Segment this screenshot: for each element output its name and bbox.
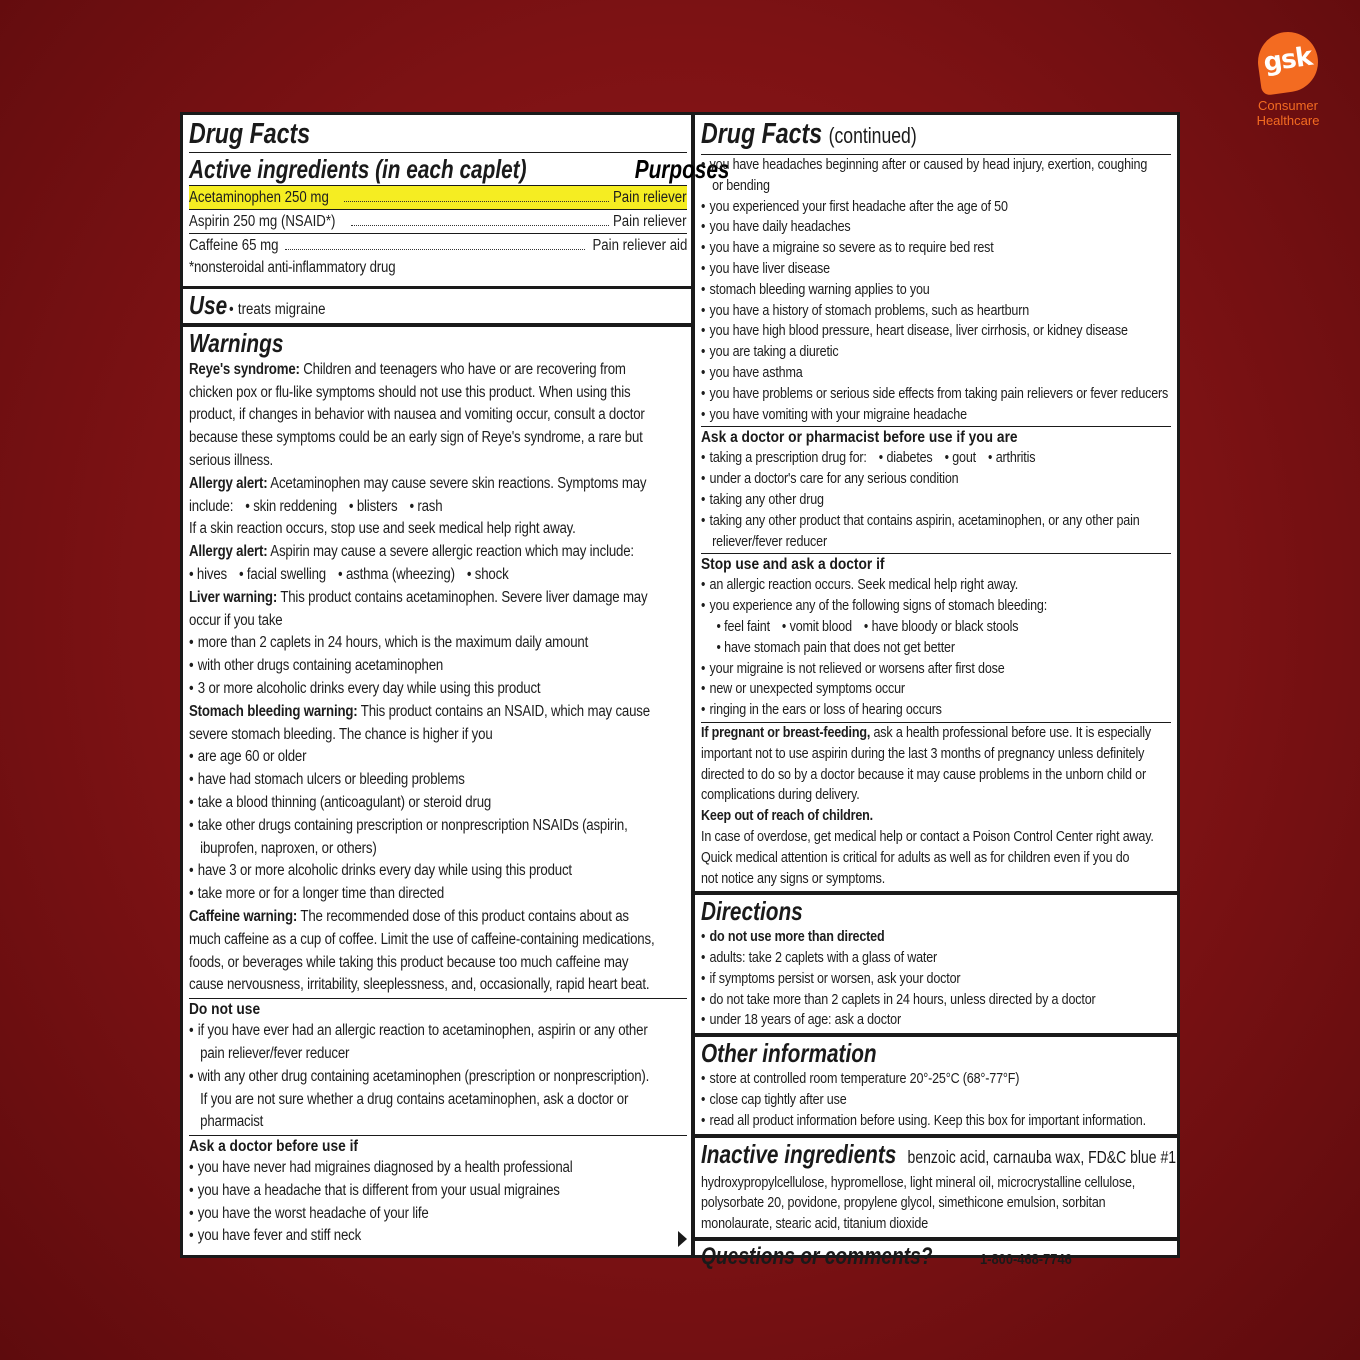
allergy-label: Allergy alert: bbox=[189, 543, 268, 561]
list-item-continuation: ibuprofen, naproxen, or others) bbox=[200, 839, 377, 857]
stomach-warning bbox=[189, 701, 687, 724]
list-item: • you have liver disease bbox=[701, 259, 1171, 280]
ingredient-purpose: Pain reliever aid bbox=[592, 237, 687, 254]
logo-line-healthcare: Healthcare bbox=[1256, 113, 1320, 128]
allergy-text: Aspirin may cause a severe allergic reaction which may include: bbox=[270, 543, 634, 561]
active-ingredients-header: Active ingredients (in each caplet) bbox=[189, 154, 527, 184]
list-item: • rash bbox=[409, 498, 442, 515]
keep-out-of-reach bbox=[701, 806, 1171, 827]
pregnancy-label: If pregnant or breast-feeding, bbox=[701, 724, 871, 741]
list-item: • have 3 or more alcoholic drinks every day while using this product bbox=[189, 860, 687, 883]
list-item: • you have a history of stomach problems, such as heartburn bbox=[701, 301, 1171, 322]
list-item: • with any other drug containing acetaminophen (prescription or nonprescription). bbox=[189, 1066, 687, 1089]
list-item: • more than 2 caplets in 24 hours, which is the maximum daily amount bbox=[189, 632, 687, 655]
use-text: • treats migraine bbox=[229, 301, 325, 319]
ingredient-row-aspirin bbox=[189, 209, 687, 233]
ingredient-purpose: Pain reliever bbox=[613, 189, 687, 206]
list-item: • under a doctor's care for any serious condition bbox=[701, 469, 1171, 490]
list-item: • skin reddening bbox=[245, 498, 337, 515]
list-item: • blisters bbox=[349, 498, 397, 515]
allergy-alert-skin bbox=[189, 473, 687, 496]
list-item-continuation: pain reliever/fever reducer bbox=[200, 1044, 350, 1062]
list-item-continuation: pharmacist bbox=[200, 1113, 264, 1131]
drug-facts-title: Drug Facts bbox=[701, 118, 823, 150]
list-item: • you have asthma bbox=[701, 363, 1171, 384]
list-item-text: taking a prescription drug for: bbox=[709, 450, 867, 467]
pregnancy-line: important not to use aspirin during the last 3 months of pregnancy unless definitely bbox=[701, 745, 1145, 762]
allergy-label: Allergy alert: bbox=[189, 474, 268, 492]
inactive-line: monolaurate, stearic acid, titanium dioxide bbox=[701, 1216, 929, 1233]
reye-line bbox=[189, 359, 687, 382]
ask-doctor-header: Ask a doctor before use if bbox=[189, 1138, 358, 1156]
list-item: • if symptoms persist or worsen, ask your doctor bbox=[701, 969, 1171, 990]
other-information-header: Other information bbox=[701, 1038, 877, 1069]
reye-line: because these symptoms could be an early sign of Reye's syndrome, a rare but bbox=[189, 429, 643, 447]
list-item: • you have a migraine so severe as to require bed rest bbox=[701, 238, 1171, 259]
gsk-logo-mark: gsk bbox=[1254, 28, 1322, 96]
pregnancy-warning bbox=[701, 723, 1171, 744]
list-item: • shock bbox=[467, 566, 509, 583]
drug-facts-title: Drug Facts bbox=[189, 118, 311, 150]
logo-line-consumer: Consumer bbox=[1258, 98, 1318, 113]
directions-bold: do not use more than directed bbox=[709, 929, 885, 946]
inactive-ingredients-row bbox=[701, 1138, 1180, 1173]
list-item: • under 18 years of age: ask a doctor bbox=[701, 1010, 1171, 1031]
overdose-line: not notice any signs or symptoms. bbox=[701, 870, 886, 887]
ask-pharmacist-header: Ask a doctor or pharmacist before use if you are bbox=[701, 429, 1018, 447]
list-item: • are age 60 or older bbox=[189, 746, 687, 769]
list-item: • read all product information before using. Keep this box for important information. bbox=[701, 1111, 1171, 1132]
pregnancy-line: directed to do so by a doctor because it may cause problems in the unborn child or bbox=[701, 766, 1146, 783]
list-item: • take other drugs containing prescription or nonprescription NSAIDs (aspirin, bbox=[189, 815, 687, 838]
stomach-line: severe stomach bleeding. The chance is higher if you bbox=[189, 725, 493, 743]
stomach-bleeding-signs bbox=[701, 638, 1187, 659]
inactive-first-line: benzoic acid, carnauba wax, FD&C blue #1, bbox=[907, 1146, 1180, 1167]
purposes-header: Purposes bbox=[634, 154, 730, 184]
ingredient-row-acetaminophen bbox=[189, 185, 687, 209]
list-item: • you have fever and stiff neck bbox=[189, 1225, 687, 1248]
list-item: • your migraine is not relieved or worsens after first dose bbox=[701, 659, 1171, 680]
liver-warning bbox=[189, 587, 687, 610]
do-not-use-header: Do not use bbox=[189, 1001, 261, 1019]
caffeine-warning bbox=[189, 906, 687, 929]
list-item bbox=[701, 927, 1171, 948]
stop-use-header: Stop use and ask a doctor if bbox=[701, 556, 885, 574]
list-item: • adults: take 2 caplets with a glass of water bbox=[701, 948, 1171, 969]
allergy-skin-after: If a skin reaction occurs, stop use and seek medical help right away. bbox=[189, 520, 576, 538]
inactive-line: hydroxypropylcellulose, hypromellose, light mineral oil, microcrystalline cellulose, bbox=[701, 1174, 1136, 1191]
caffeine-label: Caffeine warning: bbox=[189, 907, 298, 925]
allergy-aspirin-items bbox=[189, 564, 687, 587]
list-item: • diabetes bbox=[879, 450, 933, 466]
list-item: • taking any other product that contains aspirin, acetaminophen, or any other pain bbox=[701, 511, 1171, 532]
list-item: • you are taking a diuretic bbox=[701, 342, 1171, 363]
leader-dots bbox=[344, 201, 610, 202]
list-item: • have bloody or black stools bbox=[864, 619, 1018, 635]
list-item-continuation: reliever/fever reducer bbox=[712, 533, 827, 550]
list-item: • you have never had migraines diagnosed by a health professional bbox=[189, 1157, 687, 1180]
overdose-line: In case of overdose, get medical help or contact a Poison Control Center right away. bbox=[701, 828, 1154, 845]
list-item: • you have a headache that is different from your usual migraines bbox=[189, 1180, 687, 1203]
list-item: • do not take more than 2 caplets in 24 hours, unless directed by a doctor bbox=[701, 990, 1171, 1011]
ingredient-footnote: *nonsteroidal anti-inflammatory drug bbox=[189, 259, 396, 276]
list-item: • hives bbox=[189, 566, 227, 583]
list-item: • have had stomach ulcers or bleeding problems bbox=[189, 769, 687, 792]
continued-label: (continued) bbox=[828, 123, 917, 148]
warnings-header: Warnings bbox=[189, 327, 284, 358]
list-item: • you have high blood pressure, heart disease, liver cirrhosis, or kidney disease bbox=[701, 321, 1171, 342]
list-item: • close cap tightly after use bbox=[701, 1090, 1171, 1111]
list-item: • you have daily headaches bbox=[701, 217, 1171, 238]
leader-dots bbox=[285, 249, 585, 250]
list-item bbox=[701, 448, 1171, 469]
list-item: • you have the worst headache of your life bbox=[189, 1203, 687, 1226]
allergy-text: Acetaminophen may cause severe skin reactions. Symptoms may bbox=[270, 474, 647, 492]
list-item: • arthritis bbox=[988, 450, 1035, 466]
list-item: • you have problems or serious side effects from taking pain relievers or fever reducers bbox=[701, 384, 1171, 405]
list-item: • you have headaches beginning after or caused by head injury, exertion, coughing bbox=[701, 155, 1171, 176]
drug-facts-left-column bbox=[183, 115, 730, 1255]
list-item: • stomach bleeding warning applies to you bbox=[701, 280, 1171, 301]
liver-label: Liver warning: bbox=[189, 588, 278, 606]
questions-row bbox=[701, 1241, 1171, 1273]
list-item: • asthma (wheezing) bbox=[338, 566, 455, 583]
continue-arrow-icon bbox=[678, 1231, 687, 1247]
stomach-label: Stomach bleeding warning: bbox=[189, 702, 358, 720]
directions-header: Directions bbox=[701, 896, 803, 927]
list-item: • if you have ever had an allergic reaction to acetaminophen, aspirin or any other bbox=[189, 1020, 687, 1043]
overdose-line: Quick medical attention is critical for adults as well as for children even if you do bbox=[701, 849, 1130, 866]
use-header: Use bbox=[189, 289, 228, 320]
list-item: • you experience any of the following signs of stomach bleeding: bbox=[701, 596, 1171, 617]
inactive-ingredients-header: Inactive ingredients bbox=[701, 1138, 897, 1169]
caffeine-line: foods, or beverages while taking this product because too much caffeine may bbox=[189, 953, 629, 971]
list-item: • have stomach pain that does not get better bbox=[716, 640, 954, 656]
list-item: • take a blood thinning (anticoagulant) or steroid drug bbox=[189, 792, 687, 815]
list-item: • vomit blood bbox=[782, 619, 852, 635]
list-item-continuation: or bending bbox=[712, 177, 770, 194]
use-section bbox=[183, 286, 691, 321]
liver-line: occur if you take bbox=[189, 611, 283, 629]
ingredient-name: Acetaminophen 250 mg bbox=[189, 189, 329, 206]
list-item-continuation: If you are not sure whether a drug contains acetaminophen, ask a doctor or bbox=[200, 1090, 629, 1108]
reye-line: product, if changes in behavior with nausea and vomiting occur, consult a doctor bbox=[189, 406, 645, 424]
keep-label: Keep out of reach of children. bbox=[701, 808, 873, 825]
list-item: • 3 or more alcoholic drinks every day while using this product bbox=[189, 678, 687, 701]
pregnancy-line: complications during delivery. bbox=[701, 787, 860, 804]
ingredient-purpose: Pain reliever bbox=[613, 213, 687, 230]
caffeine-text: The recommended dose of this product contains about as bbox=[300, 907, 629, 925]
ingredient-name: Aspirin 250 mg (NSAID*) bbox=[189, 213, 336, 230]
include-label: include: bbox=[189, 497, 234, 515]
gsk-logo bbox=[1248, 32, 1328, 128]
stomach-bleeding-signs bbox=[701, 617, 1187, 638]
reye-line: chicken pox or flu-like symptoms should not use this product. When using this bbox=[189, 383, 631, 401]
ingredient-name: Caffeine 65 mg bbox=[189, 237, 279, 254]
list-item: • take more or for a longer time than directed bbox=[189, 883, 687, 906]
allergy-skin-items bbox=[189, 496, 687, 519]
liver-text: This product contains acetaminophen. Severe liver damage may bbox=[280, 588, 648, 606]
list-item: • ringing in the ears or loss of hearing occurs bbox=[701, 700, 1171, 721]
list-item: • store at controlled room temperature 20°-25°C (68°-77°F) bbox=[701, 1069, 1171, 1090]
questions-header: Questions or comments? bbox=[701, 1243, 933, 1271]
inactive-line: polysorbate 20, povidone, propylene glycol, simethicone emulsion, sorbitan bbox=[701, 1195, 1106, 1212]
drug-facts-right-column bbox=[695, 115, 1180, 1271]
phone-number: 1-800-468-7746 bbox=[980, 1251, 1073, 1269]
reye-label: Reye's syndrome: bbox=[189, 360, 300, 378]
drug-facts-panel bbox=[180, 112, 1180, 1271]
active-ingredients-header-row bbox=[189, 152, 730, 185]
list-item: • facial swelling bbox=[239, 566, 326, 583]
list-item: • with other drugs containing acetaminophen bbox=[189, 655, 687, 678]
caffeine-line: much caffeine as a cup of coffee. Limit the use of caffeine-containing medications, bbox=[189, 930, 655, 948]
list-item: • an allergic reaction occurs. Seek medical help right away. bbox=[701, 575, 1171, 596]
ingredient-row-caffeine bbox=[189, 233, 687, 257]
list-item: • you have vomiting with your migraine headache bbox=[701, 405, 1171, 426]
list-item: • new or unexpected symptoms occur bbox=[701, 679, 1171, 700]
stomach-text: This product contains an NSAID, which may cause bbox=[360, 702, 650, 720]
list-item: • you experienced your first headache after the age of 50 bbox=[701, 197, 1171, 218]
list-item: • taking any other drug bbox=[701, 490, 1171, 511]
reye-text: Children and teenagers who have or are recovering from bbox=[303, 360, 626, 378]
reye-line: serious illness. bbox=[189, 451, 274, 469]
allergy-alert-aspirin bbox=[189, 541, 687, 564]
pregnancy-text: ask a health professional before use. It is especially bbox=[873, 724, 1151, 741]
list-item: • gout bbox=[945, 450, 976, 466]
drug-facts-continued-title bbox=[701, 117, 1171, 153]
caffeine-line: cause nervousness, irritability, sleeplessness, and, occasionally, rapid heart beat. bbox=[189, 976, 650, 994]
leader-dots bbox=[351, 225, 609, 226]
list-item: • feel faint bbox=[716, 619, 769, 635]
